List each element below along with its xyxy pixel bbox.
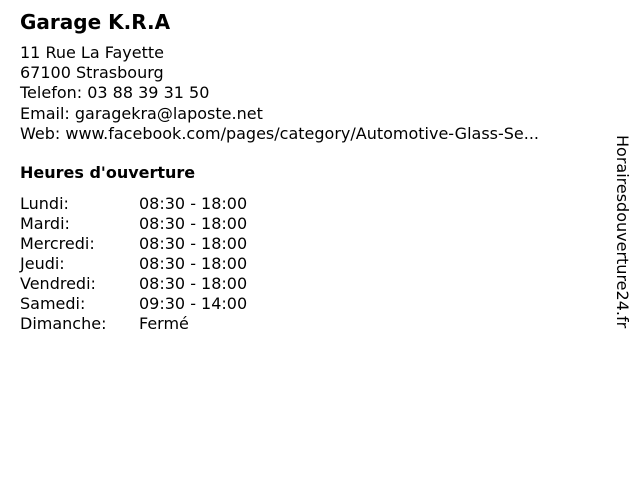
day-label: Jeudi: [20, 254, 65, 273]
time-range: 08:30 - 18:00 [139, 274, 248, 293]
day-label: Vendredi: [20, 274, 96, 293]
day-label: Mercredi: [20, 234, 95, 253]
time-range: Fermé [139, 314, 189, 333]
day-label: Lundi: [20, 194, 69, 213]
website-url: Web: www.facebook.com/pages/category/Automotive-Glass-Se... [20, 123, 540, 143]
street-address: 11 Rue La Fayette [20, 43, 164, 62]
time-range: 08:30 - 18:00 [139, 254, 248, 273]
email-address: Email: garagekra@laposte.net [20, 103, 263, 123]
day-label: Dimanche: [20, 314, 107, 333]
day-label: Mardi: [20, 214, 70, 233]
time-range: 09:30 - 14:00 [139, 294, 248, 313]
phone-number: Telefon: 03 88 39 31 50 [20, 83, 210, 103]
site-watermark: Horairesdouverture24.fr [613, 135, 632, 329]
opening-hours-heading: Heures d'ouverture [20, 163, 196, 182]
postal-city: 67100 Strasbourg [20, 63, 164, 83]
time-range: 08:30 - 18:00 [139, 234, 248, 253]
day-label: Samedi: [20, 294, 86, 313]
time-range: 08:30 - 18:00 [139, 194, 248, 213]
business-name: Garage K.R.A [20, 10, 171, 34]
time-range: 08:30 - 18:00 [139, 214, 248, 233]
contact-info [20, 43, 539, 144]
